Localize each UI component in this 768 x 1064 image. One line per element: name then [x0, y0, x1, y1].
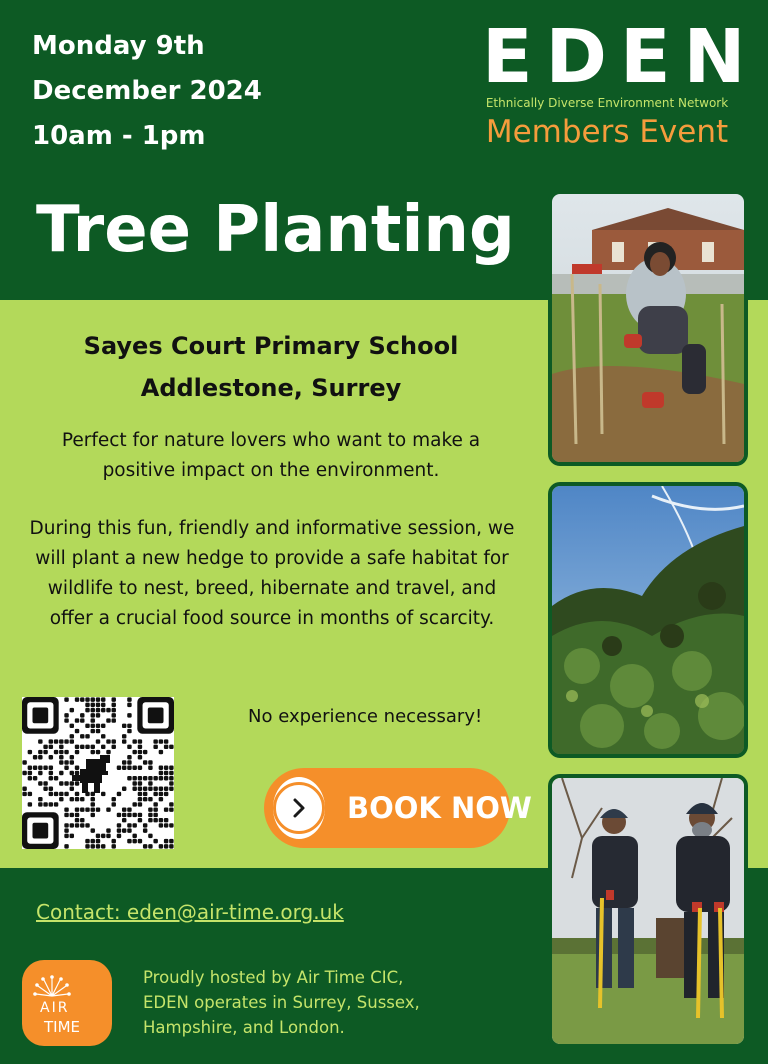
venue-name: Sayes Court Primary School — [83, 332, 459, 360]
host-line2: EDEN operates in Surrey, Sussex, — [143, 993, 420, 1012]
host-line1: Proudly hosted by Air Time CIC, — [143, 968, 404, 987]
photo-hedge — [548, 482, 748, 758]
photo-planting-image — [552, 194, 744, 462]
photo-hedge-image — [552, 486, 744, 754]
description-intro: Perfect for nature lovers who want to make a positive impact on the environment. — [61, 430, 481, 481]
event-time: 10am - 1pm — [32, 121, 206, 151]
photo-volunteers-tools — [548, 774, 748, 1048]
no-experience-note: No experience necessary! — [248, 706, 483, 727]
contact-email-link[interactable]: Contact: eden@air-time.org.uk — [36, 900, 344, 924]
book-now-label: BOOK NOW — [347, 791, 532, 825]
eden-subtitle: Ethnically Diverse Environment Network — [485, 96, 729, 110]
photo-volunteer-planting — [548, 190, 748, 466]
description-details: During this fun, friendly and informative session, we will plant a new hedge to provide a safe habitat for wildlife to nest, breed, hibernate and travel, and offer a crucial food source in months of scarcity. — [29, 518, 515, 629]
eden-logo — [472, 14, 759, 150]
event-type: Members Event — [485, 114, 729, 150]
date-month-year: December 2024 — [32, 76, 262, 106]
qr-code[interactable] — [22, 697, 174, 849]
eden-wordmark: EDEN — [482, 14, 759, 100]
venue — [50, 325, 492, 409]
qr-code-image — [22, 697, 174, 849]
air-time-logo-line1: AIR — [40, 1000, 70, 1016]
air-time-logo — [22, 960, 112, 1046]
date-day: Monday 9th — [32, 31, 205, 61]
venue-location: Addlestone, Surrey — [140, 374, 402, 402]
photo-tools-image — [552, 778, 744, 1044]
air-time-logo-line2: TIME — [44, 1018, 81, 1036]
event-date — [32, 24, 262, 159]
host-line3: Hampshire, and London. — [143, 1018, 345, 1037]
book-now-icon-circle — [273, 777, 325, 839]
chevron-right-icon — [288, 797, 310, 819]
host-info — [143, 965, 420, 1040]
book-now-button[interactable] — [264, 768, 532, 848]
event-title: Tree Planting — [36, 193, 515, 267]
